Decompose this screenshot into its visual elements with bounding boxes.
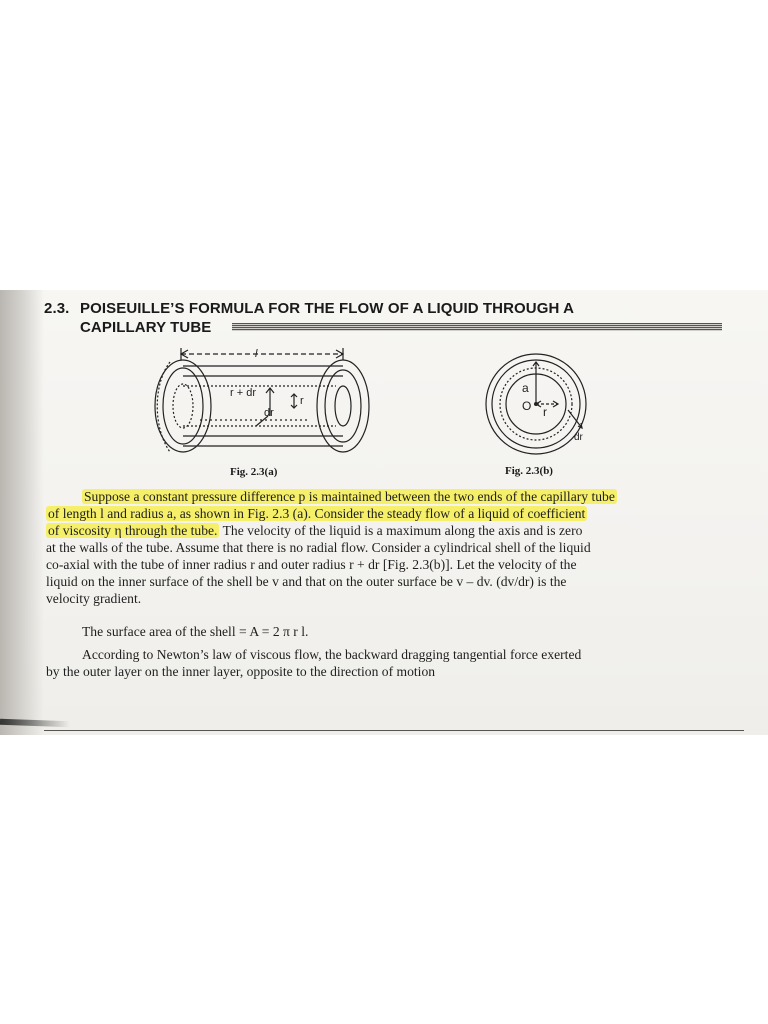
paragraph-1-line-3-highlight: of viscosity η through the tube. [48,523,218,538]
paragraph-3-line-1: According to Newton’s law of viscous flow, the backward dragging tangential force exerted [82,647,582,662]
book-spine-shadow [0,290,44,735]
section-title-line2: CAPILLARY TUBE [80,319,212,336]
paragraph-1-line-3-rest: The velocity of the liquid is a maximum along the axis and is zero [219,523,583,538]
paragraph-1-line-7: velocity gradient. [46,591,142,606]
paragraph-1-line-1: Suppose a constant pressure difference p is maintained between the two ends of the capillary tube [84,489,615,504]
paragraph-1 [46,488,716,607]
fig-a-caption: Fig. 2.3(a) [230,466,278,478]
section-heading [44,300,575,336]
paragraph-1-line-6: liquid on the inner surface of the shell be v and that on the outer surface be v – dv. (dv/dr) is the [46,574,567,589]
page-photo [0,290,768,735]
surface-area-equation: The surface area of the shell = A = 2 π r l. [82,624,309,639]
paragraph-2 [46,623,752,640]
fig-a-label-dr: dr [264,407,274,419]
fig-b-label-a: a [522,381,529,395]
paragraph-1-line-5: co-axial with the tube of inner radius r and outer radius r + dr [Fig. 2.3(b)]. Let the velocity of the [46,557,577,572]
fig-b-label-o: O [522,399,532,413]
section-title-line1: POISEUILLE’S FORMULA FOR THE FLOW OF A LIQUID THROUGH A [80,300,575,317]
fig-b-label-r: r [543,405,547,419]
fig-b-label-dr: dr [574,432,583,443]
figure-2-3a [148,344,378,464]
fig-a-label-length: l [255,348,258,360]
fig-a-label-r: r [300,395,304,407]
section-number: 2.3. [44,300,70,317]
page-bottom-rule [44,730,744,731]
figure-2-3b [478,352,598,462]
fig-b-caption: Fig. 2.3(b) [505,465,553,477]
paragraph-1-line-4: at the walls of the tube. Assume that there is no radial flow. Consider a cylindrical shell of the liquid [46,540,591,555]
paragraph-3 [46,646,716,680]
fig-a-label-r-plus-dr: r + dr [230,387,256,399]
heading-rule [232,323,722,331]
paragraph-3-line-2: by the outer layer on the inner layer, opposite to the direction of motion [46,664,436,679]
paragraph-1-line-2: of length l and radius a, as shown in Fig. 2.3 (a). Consider the steady flow of a liquid of coefficient [48,506,586,521]
